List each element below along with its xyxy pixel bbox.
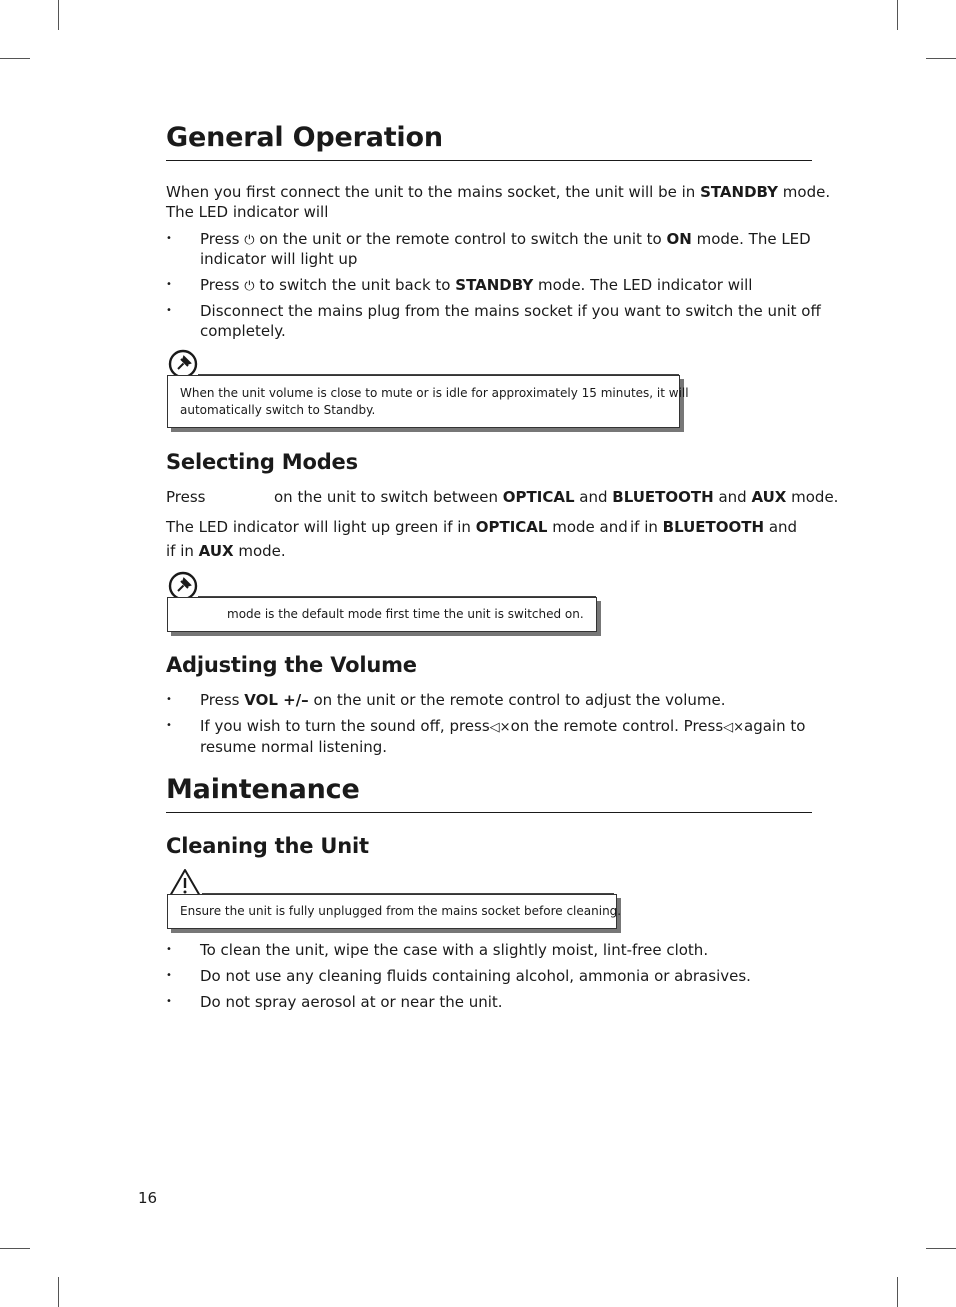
selecting-modes-heading: Selecting Modes	[166, 450, 358, 474]
crop-mark	[58, 0, 59, 30]
bullet-dot: •	[166, 996, 172, 1007]
bullet-power-on: Press ⏻ on the unit or the remote control to switch the unit to ON mode. The LED	[200, 230, 811, 248]
cleaning-bullet-3: Do not spray aerosol at or near the unit.	[200, 993, 503, 1011]
crop-mark	[926, 58, 956, 59]
bullet-dot: •	[166, 944, 172, 955]
bullet-disconnect-line-2: completely.	[200, 322, 286, 340]
adjusting-volume-heading: Adjusting the Volume	[166, 653, 417, 677]
modes-line-1: on the unit to switch between OPTICAL and BLUETOOTH and AUX mode.	[274, 488, 839, 506]
mute-icon: ◁×	[489, 720, 511, 735]
general-operation-heading: General Operation	[166, 122, 443, 153]
modes-line-3: if in AUX mode.	[166, 542, 286, 560]
cleaning-bullet-2: Do not use any cleaning fluids containing alcohol, ammonia or abrasives.	[200, 967, 751, 985]
crop-mark	[926, 1248, 956, 1249]
maintenance-heading: Maintenance	[166, 774, 360, 805]
bullet-mute-line-2: resume normal listening.	[200, 738, 388, 756]
heading-rule	[166, 812, 812, 813]
bullet-dot: •	[166, 970, 172, 981]
page-number: 16	[138, 1189, 158, 1207]
modes-line-2: The LED indicator will light up green if in OPTICAL mode and	[166, 518, 628, 536]
crop-mark	[897, 0, 898, 30]
intro-line-2: The LED indicator will	[166, 203, 329, 221]
bullet-dot: •	[166, 305, 172, 316]
bullet-dot: •	[166, 233, 172, 244]
intro-line-1: When you first connect the unit to the mains socket, the unit will be in STANDBY mode.	[166, 183, 831, 201]
crop-mark	[58, 1277, 59, 1307]
bullet-power-on-line-2: indicator will light up	[200, 250, 358, 268]
bullet-standby: Press ⏻ to switch the unit back to STANDBY mode. The LED indicator will	[200, 276, 753, 294]
cleaning-unit-heading: Cleaning the Unit	[166, 834, 369, 858]
note-box-default-mode: mode is the default mode first time the unit is switched on.	[167, 597, 597, 632]
modes-line-2-cont: if in BLUETOOTH and	[630, 518, 798, 536]
warning-box-unplug: Ensure the unit is fully unplugged from the mains socket before cleaning.	[167, 894, 617, 929]
bullet-dot: •	[166, 279, 172, 290]
bullet-dot: •	[166, 720, 172, 731]
cleaning-bullet-1: To clean the unit, wipe the case with a slightly moist, lint-free cloth.	[200, 941, 709, 959]
bullet-volume: Press VOL +/– on the unit or the remote control to adjust the volume.	[200, 691, 726, 709]
power-icon: ⏻	[244, 233, 255, 248]
bullet-dot: •	[166, 694, 172, 705]
mute-icon: ◁×	[723, 720, 745, 735]
power-icon: ⏻	[244, 279, 255, 294]
crop-mark	[0, 1248, 30, 1249]
modes-press-label: Press	[166, 488, 206, 506]
bullet-disconnect: Disconnect the mains plug from the mains socket if you want to switch the unit off	[200, 302, 821, 320]
note-box-standby: When the unit volume is close to mute or is idle for approximately 15 minutes, it will automatically switch to Standby.	[167, 375, 680, 428]
bullet-mute: If you wish to turn the sound off, press◁×on the remote control. Press◁×again to	[200, 717, 806, 735]
heading-rule	[166, 160, 812, 161]
crop-mark	[0, 58, 30, 59]
crop-mark	[897, 1277, 898, 1307]
